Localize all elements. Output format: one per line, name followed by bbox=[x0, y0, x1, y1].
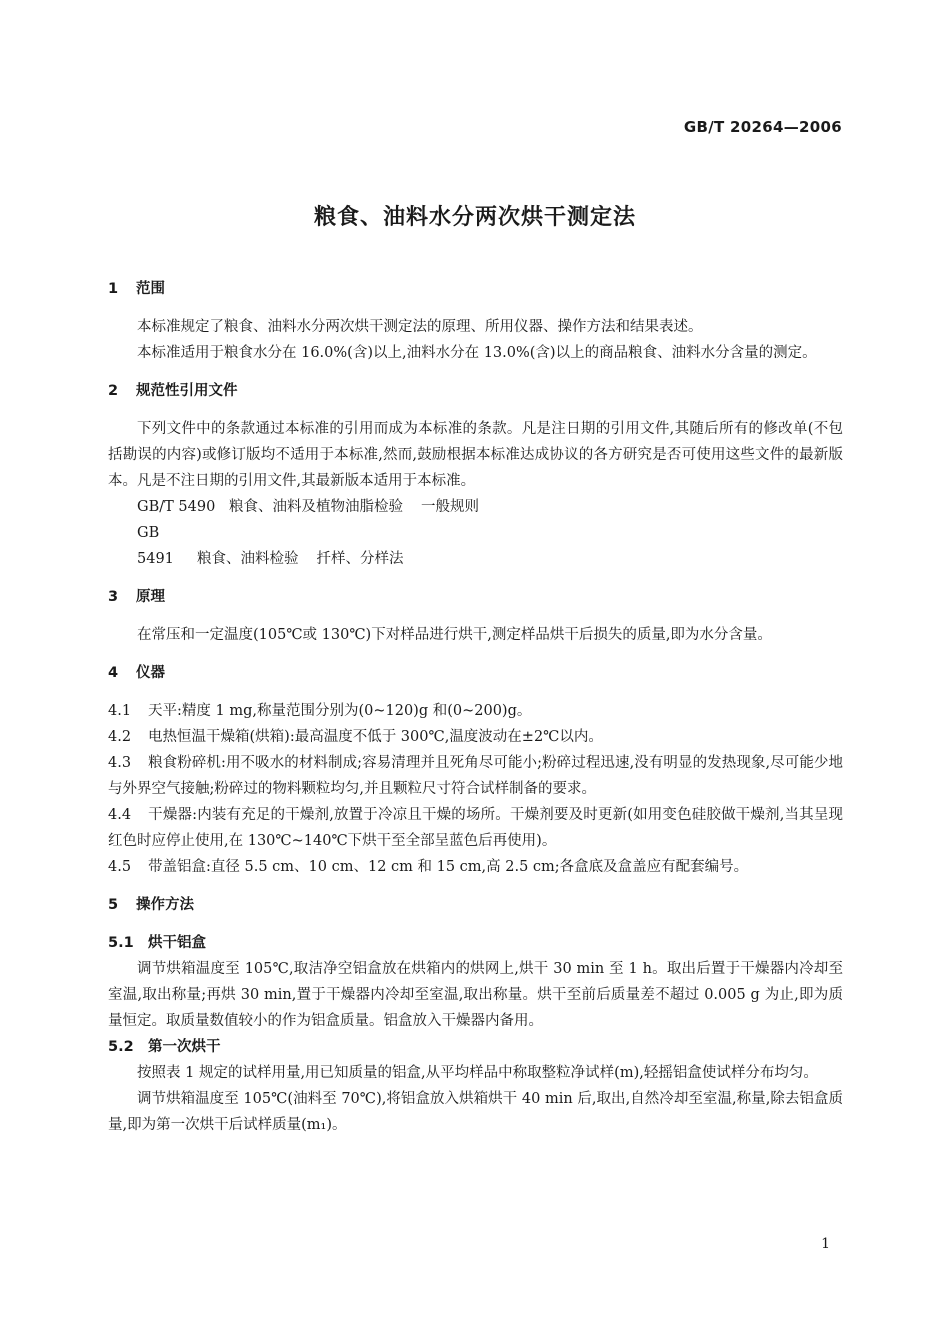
item-text: 粮食粉碎机:用不吸水的材料制成;容易清理并且死角尽可能小;粉碎过程迅速,没有明显的发热现象,尽可能少地与外界空气接触;粉碎过的物料颗粒均匀,并且颗粒尺寸符合试样制备的要求。 bbox=[108, 755, 843, 797]
apparatus-item bbox=[108, 750, 843, 802]
apparatus-item bbox=[108, 724, 843, 750]
item-number: 4.1 bbox=[108, 703, 132, 719]
item-number: 4.5 bbox=[108, 859, 132, 875]
subsection-heading-first-drying bbox=[108, 1034, 843, 1060]
subsection-title: 第一次烘干 bbox=[148, 1039, 221, 1055]
paragraph: 调节烘箱温度至 105℃,取洁净空铝盒放在烘箱内的烘网上,烘干 30 min 至 1 h。取出后置于干燥器内冷却至室温,取出称量;再烘 30 min,置于干燥器内冷却至室温,取出称量。烘干至前后质量差不超过 0.005 g 为止,即为质量恒定。取质量数值较小的作为铝盒质量。铝盒放入干燥器内备用。 bbox=[108, 961, 843, 1029]
section-heading-procedure bbox=[108, 892, 843, 918]
section-number: 5 bbox=[108, 897, 119, 913]
document-title: 粮食、油料水分两次烘干测定法 bbox=[313, 205, 636, 230]
standard-code: GB/T 20264—2006 bbox=[683, 118, 842, 136]
reference-subtitle: 扦样、分样法 bbox=[316, 551, 404, 567]
subsection-number: 5.1 bbox=[108, 935, 134, 951]
paragraph: 按照表 1 规定的试样用量,用已知质量的铝盒,从平均样品中称取整粒净试样(m),轻摇铝盒使试样分布均匀。 bbox=[137, 1065, 818, 1081]
section-heading-principle bbox=[108, 584, 843, 610]
item-number: 4.2 bbox=[108, 729, 132, 745]
reference-item bbox=[108, 494, 843, 520]
paragraph: 本标准规定了粮食、油料水分两次烘干测定法的原理、所用仪器、操作方法和结果表述。 bbox=[137, 319, 703, 335]
subsection-title: 烘干铝盒 bbox=[148, 935, 206, 951]
section-number: 2 bbox=[108, 383, 119, 399]
section-number: 3 bbox=[108, 589, 119, 605]
page-number: 1 bbox=[821, 1236, 830, 1252]
section-heading-references bbox=[108, 378, 843, 404]
paragraph: 下列文件中的条款通过本标准的引用而成为本标准的条款。凡是注日期的引用文件,其随后所有的修改单(不包括勘误的内容)或修订版均不适用于本标准,然而,鼓励根据本标准达成协议的各方研究是否可使用这些文件的最新版本。凡是不注日期的引用文件,其最新版本适用于本标准。 bbox=[108, 421, 843, 489]
apparatus-item bbox=[108, 802, 843, 854]
reference-title: 粮食、油料及植物油脂检验 bbox=[229, 499, 403, 515]
reference-code: GB 5491 bbox=[137, 525, 174, 567]
section-number: 4 bbox=[108, 665, 119, 681]
section-heading-scope bbox=[108, 276, 843, 302]
item-text: 天平:精度 1 mg,称量范围分别为(0~120)g 和(0~200)g。 bbox=[148, 703, 532, 719]
reference-code: GB/T 5490 bbox=[137, 499, 216, 515]
section-title: 仪器 bbox=[136, 665, 165, 681]
apparatus-item bbox=[108, 698, 843, 724]
item-number: 4.4 bbox=[108, 807, 132, 823]
item-number: 4.3 bbox=[108, 755, 132, 771]
subsection-heading-dry-box bbox=[108, 930, 843, 956]
subsection-number: 5.2 bbox=[108, 1039, 134, 1055]
apparatus-item bbox=[108, 854, 843, 880]
item-text: 干燥器:内装有充足的干燥剂,放置于冷凉且干燥的场所。干燥剂要及时更新(如用变色硅胶做干燥剂,当其呈现红色时应停止使用,在 130℃~140℃下烘干至全部呈蓝色后再使用)。 bbox=[108, 807, 843, 849]
section-heading-apparatus bbox=[108, 660, 843, 686]
paragraph: 调节烘箱温度至 105℃(油料至 70℃),将铝盒放入烘箱烘干 40 min 后,取出,自然冷却至室温,称量,除去铝盒质量,即为第一次烘干后试样质量(m₁)。 bbox=[108, 1091, 843, 1133]
section-title: 范围 bbox=[136, 281, 165, 297]
section-title: 原理 bbox=[136, 589, 165, 605]
paragraph: 在常压和一定温度(105℃或 130℃)下对样品进行烘干,测定样品烘干后损失的质量,即为水分含量。 bbox=[137, 627, 772, 643]
reference-item bbox=[108, 520, 843, 572]
item-text: 电热恒温干燥箱(烘箱):最高温度不低于 300℃,温度波动在±2℃以内。 bbox=[148, 729, 603, 745]
reference-subtitle: 一般规则 bbox=[421, 499, 479, 515]
item-text: 带盖铝盒:直径 5.5 cm、10 cm、12 cm 和 15 cm,高 2.5 cm;各盒底及盒盖应有配套编号。 bbox=[148, 859, 749, 875]
section-title: 规范性引用文件 bbox=[136, 383, 238, 399]
section-number: 1 bbox=[108, 281, 119, 297]
document-body bbox=[108, 276, 843, 1138]
paragraph: 本标准适用于粮食水分在 16.0%(含)以上,油料水分在 13.0%(含)以上的商品粮食、油料水分含量的测定。 bbox=[137, 345, 817, 361]
reference-title: 粮食、油料检验 bbox=[197, 551, 299, 567]
section-title: 操作方法 bbox=[136, 897, 194, 913]
